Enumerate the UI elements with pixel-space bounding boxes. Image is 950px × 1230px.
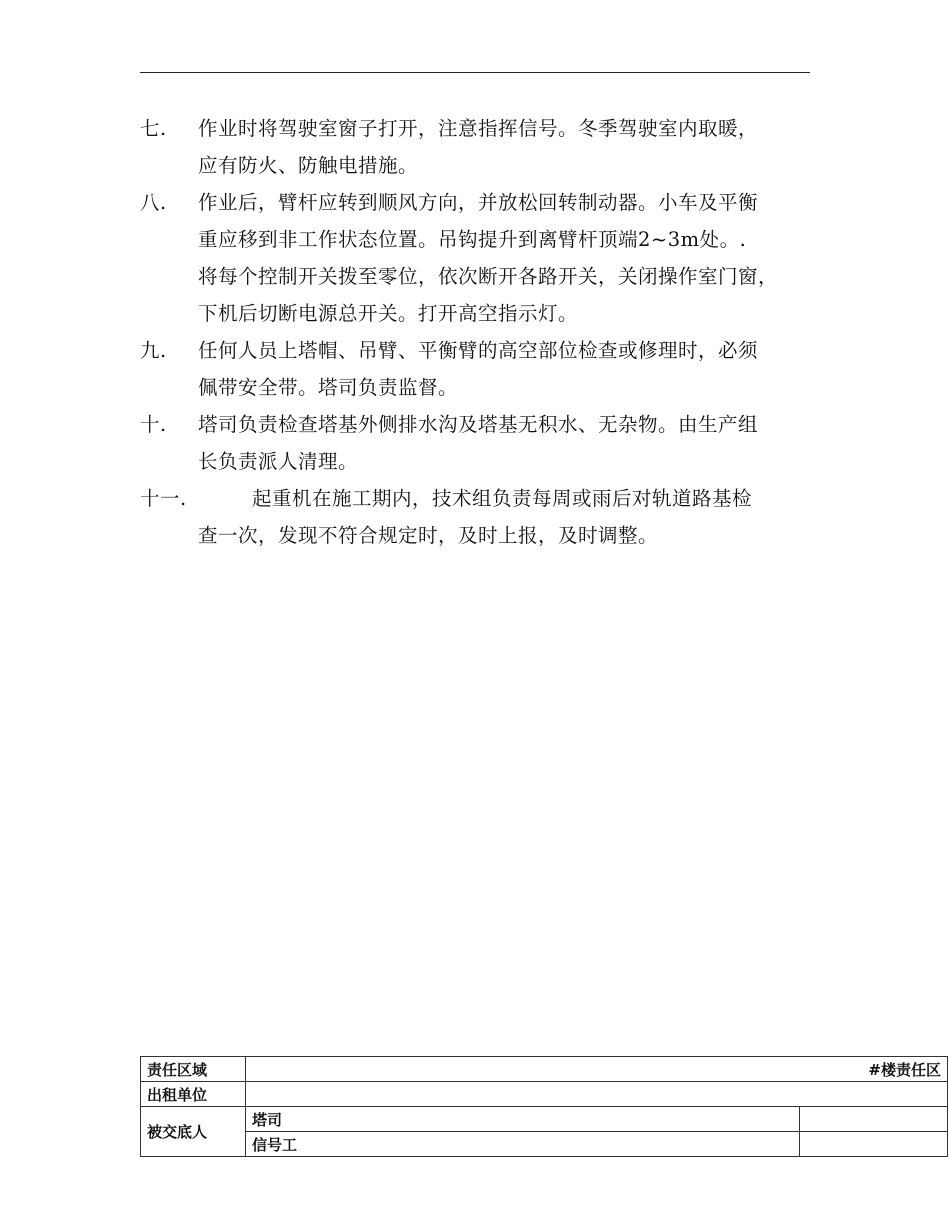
clause-8 <box>140 184 778 332</box>
table-row <box>141 1107 948 1132</box>
clause-line: 下机后切断电源总开关。打开高空指示灯。 <box>198 302 579 325</box>
clause-line: 重应移到非工作状态位置。吊钩提升到离臂杆顶端2~3m处。. <box>198 228 747 251</box>
table-row <box>141 1132 948 1157</box>
signature-table <box>140 1056 948 1157</box>
role-signalman: 信号工 <box>246 1132 800 1157</box>
zone-label: 责任区域 <box>141 1057 246 1082</box>
clause-line: 长负责派人清理。 <box>198 450 359 473</box>
clause-line: 查一次，发现不符合规定时，及时上报，及时调整。 <box>198 524 659 547</box>
clause-number: 七. <box>140 117 167 140</box>
clause-number: 八. <box>140 191 167 214</box>
receiver-label: 被交底人 <box>141 1107 246 1157</box>
clause-line: 塔司负责检查塔基外侧排水沟及塔基无积水、无杂物。由生产组 <box>198 413 759 436</box>
clause-9 <box>140 332 758 406</box>
clause-number: 十一. <box>140 487 187 510</box>
clause-11 <box>140 480 752 554</box>
zone-value: #楼责任区 <box>246 1057 948 1082</box>
clause-number: 九. <box>140 339 167 362</box>
rental-value <box>246 1082 948 1107</box>
signature-blank <box>800 1107 948 1132</box>
role-tower-operator: 塔司 <box>246 1107 800 1132</box>
clause-line: 将每个控制开关拨至零位，依次断开各路开关，关闭操作室门窗， <box>198 265 779 288</box>
table-row <box>141 1082 948 1107</box>
clause-line: 作业后，臂杆应转到顺风方向，并放松回转制动器。小车及平衡 <box>198 191 759 214</box>
header-rule <box>140 72 810 73</box>
clause-line: 任何人员上塔帽、吊臂、平衡臂的高空部位检查或修理时，必须 <box>198 339 759 362</box>
clause-line: 作业时将驾驶室窗子打开，注意指挥信号。冬季驾驶室内取暖， <box>198 117 759 140</box>
clause-line: 应有防火、防触电措施。 <box>198 154 419 177</box>
rental-label: 出租单位 <box>141 1082 246 1107</box>
clause-number: 十. <box>140 413 167 436</box>
clause-7 <box>140 110 758 184</box>
clause-10 <box>140 406 758 480</box>
signature-blank <box>800 1132 948 1157</box>
clause-line: 起重机在施工期内，技术组负责每周或雨后对轨道路基检 <box>252 487 753 510</box>
table-row <box>141 1057 948 1082</box>
clause-line: 佩带安全带。塔司负责监督。 <box>198 376 459 399</box>
